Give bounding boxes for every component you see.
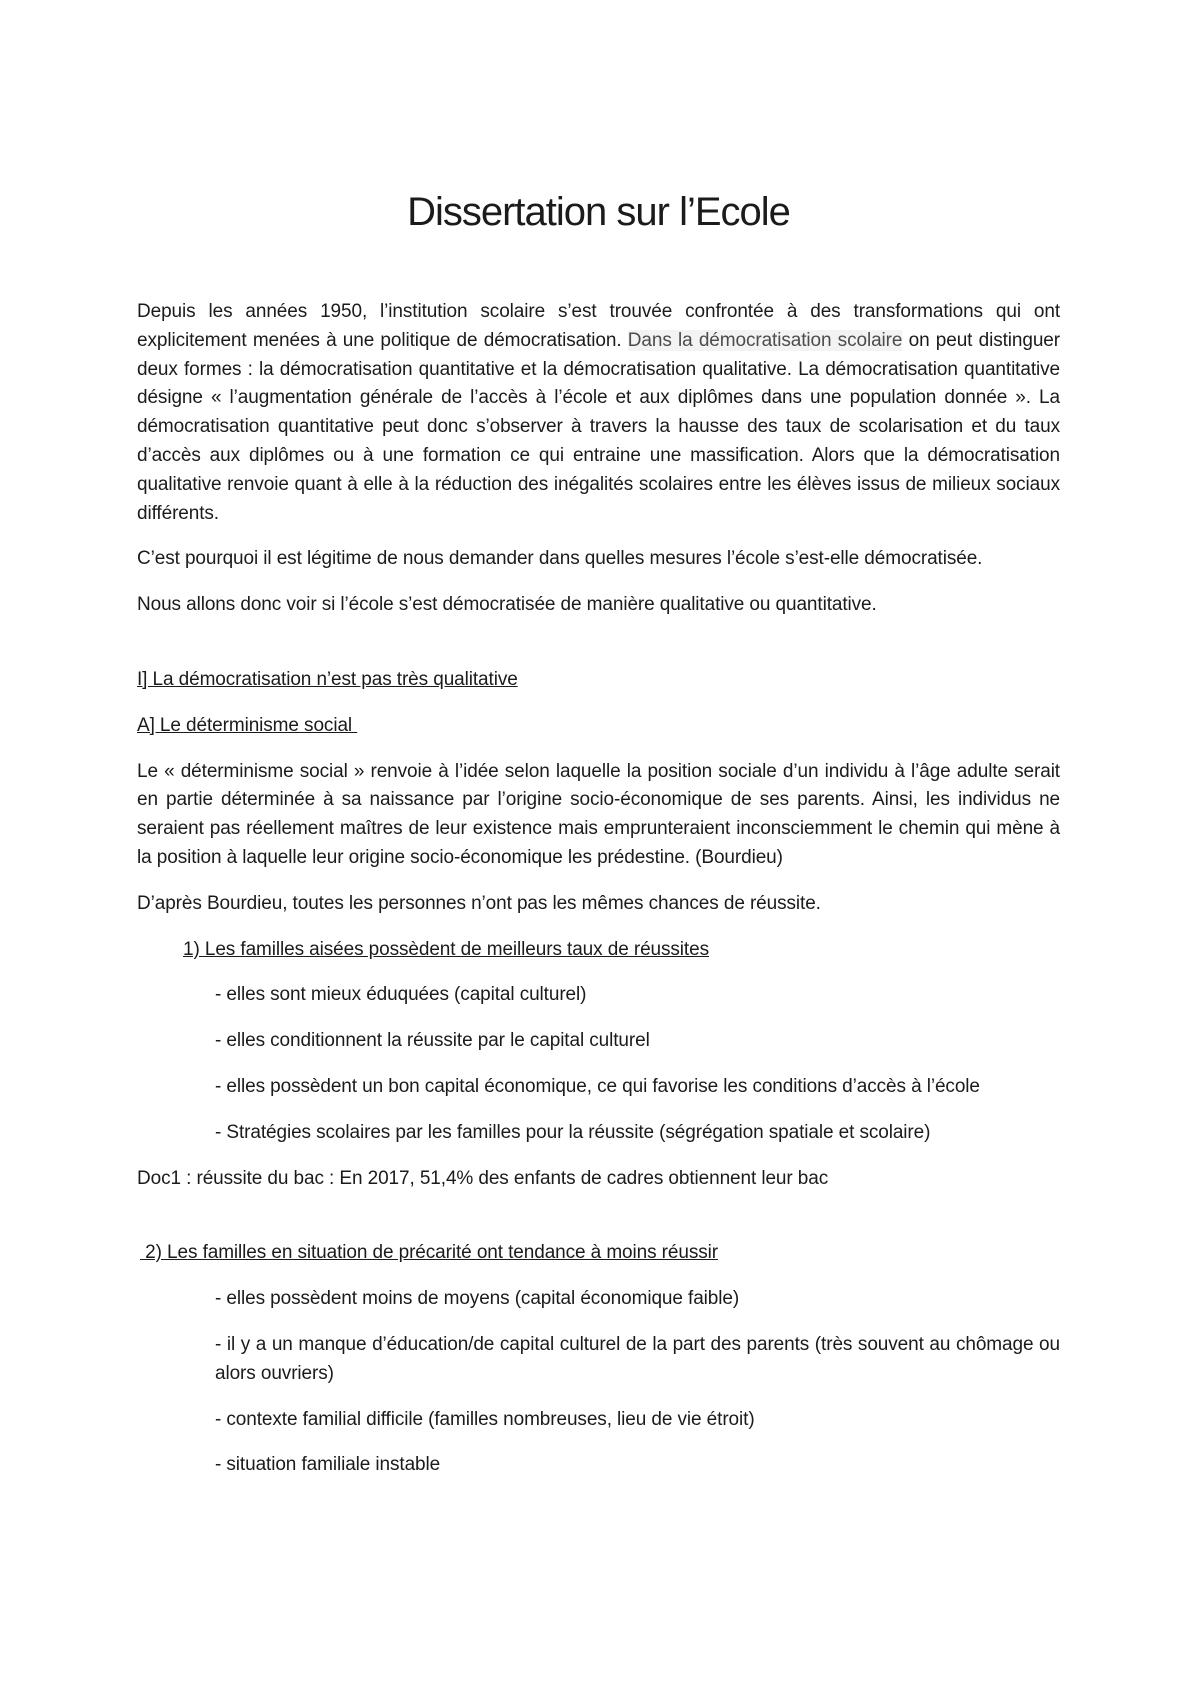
heading-point-1-text: 1) Les familles aisées possèdent de meilleurs taux de réussites [183,938,709,960]
bullet-item: - Stratégies scolaires par les familles pour la réussite (ségrégation spatiale et scolaire) [215,1121,931,1143]
bullet-item: - contexte familial difficile (familles nombreuses, lieu de vie étroit) [215,1408,755,1430]
bullet-item: - situation familiale instable [215,1454,441,1476]
bullet-item: - elles possèdent moins de moyens (capital économique faible) [215,1288,740,1310]
bourdieu-note: D’après Bourdieu, toutes les personnes n’ont pas les mêmes chances de réussite. [137,892,821,914]
highlighted-phrase: Dans la démocratisation scolaire [627,329,903,351]
document-title: Dissertation sur l’Ecole [407,190,790,234]
intro-paragraph [137,298,1060,528]
bullet-item: - il y a un manque d’éducation/de capital culturel de la part des parents (très souvent au chômage ou alors ouvriers) [215,1333,1060,1384]
heading-sub-a-text: A] Le déterminisme social [137,714,358,736]
heading-point-2-text: 2) Les familles en situation de précarité ont tendance à moins réussir [140,1242,718,1264]
bullet-item: - elles conditionnent la réussite par le capital culturel [215,1030,650,1052]
doc1-note: Doc1 : réussite du bac : En 2017, 51,4% des enfants de cadres obtiennent leur bac [137,1167,829,1189]
heading-part-1 [137,666,1060,695]
heading-point-1 [183,936,1060,965]
bullet-item: - elles sont mieux éduquées (capital culturel) [215,984,587,1006]
problem-statement: C’est pourquoi il est légitime de nous demander dans quelles mesures l’école s’est-elle démocratisée. [137,548,983,570]
intro-text-after-highlight: on peut distinguer deux formes : la démocratisation quantitative et la démocratisation qualitative. La démocratisation quantitative désigne « l’augmentation générale de l’accès à l’école et aux diplômes dans une population donnée ». La démocratisation quantitative peut donc s’observer à travers la hausse des taux de scolarisation et du taux d’accès aux diplômes ou à une formation ce qui entraine une massification. Alors que la démocratisation qualitative renvoie quant à elle à la réduction des inégalités scolaires entre les élèves issus de milieux sociaux différents. [137,329,1060,524]
bullet-item: - elles possèdent un bon capital économique, ce qui favorise les conditions d’accès à l’école [215,1075,980,1097]
determinism-paragraph: Le « déterminisme social » renvoie à l’idée selon laquelle la position sociale d’un individu à l’âge adulte serait en partie déterminée à sa naissance par l’origine socio-économique de ses parents. Ainsi, les individus ne seraient pas réellement maîtres de leur existence mais emprunteraient inconsciemment le chemin qui mène à la position à laquelle leur origine socio-économique les prédestine. (Bourdieu) [137,760,1060,868]
intro-text-before-highlight: Depuis les années 1950, l’institution scolaire s’est trouvée confrontée à des transformations qui ont explicitement menées à une politique de démocratisation. [137,301,1060,351]
plan-statement: Nous allons donc voir si l’école s’est démocratisée de manière qualitative ou quantitative. [137,594,877,616]
heading-sub-a [137,712,1060,741]
heading-part-1-text: I] La démocratisation n’est pas très qualitative [137,668,518,690]
heading-point-2 [140,1239,1060,1268]
